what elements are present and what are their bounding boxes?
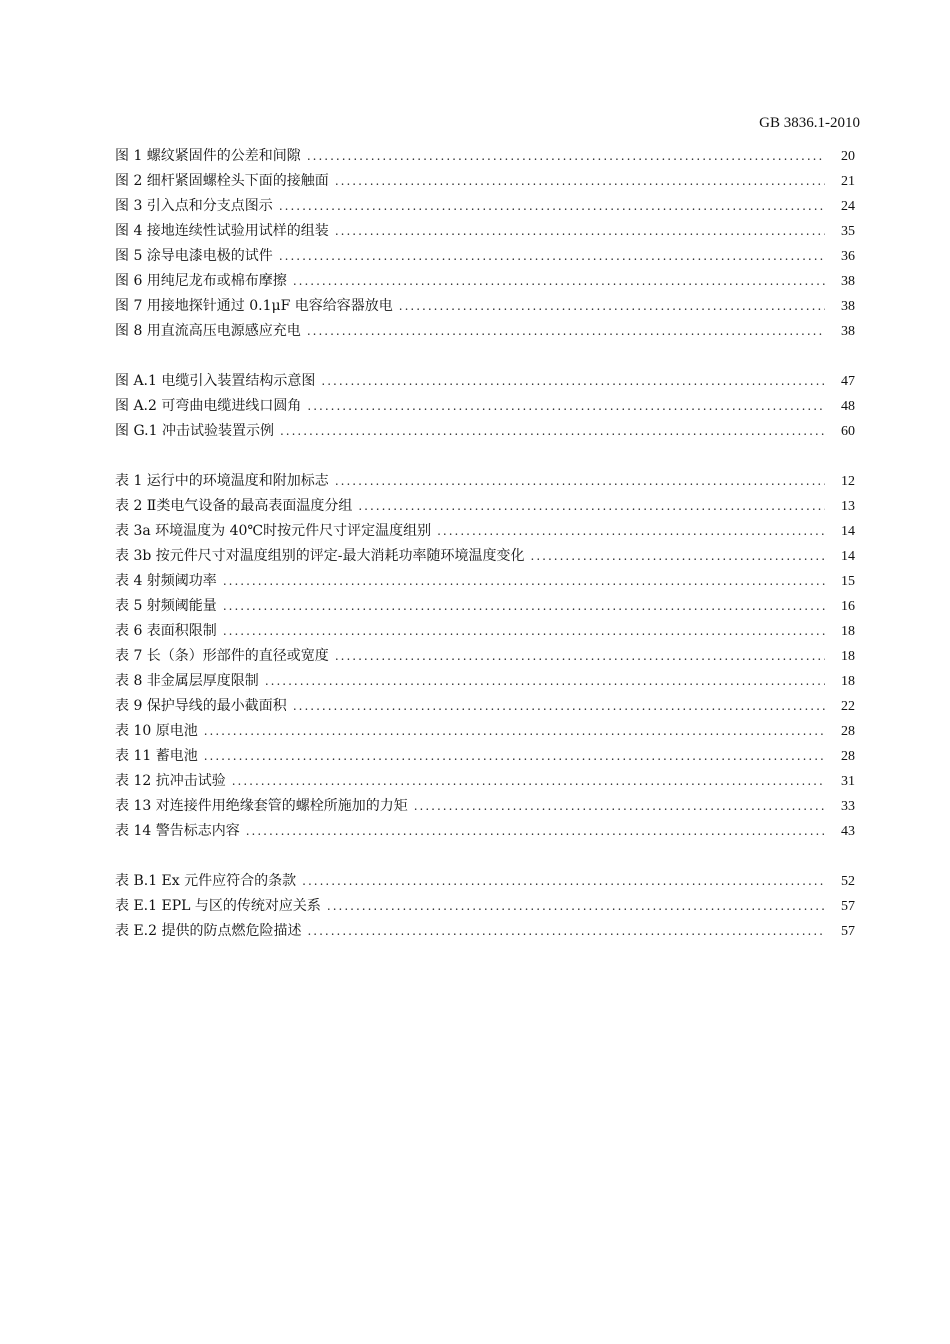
- toc-entry-label: 表 14 警告标志内容: [115, 823, 240, 839]
- toc-entry-label: 表 13 对连接件用绝缘套管的螺栓所施加的力矩: [115, 798, 408, 814]
- toc-dot-leader: [265, 669, 825, 694]
- toc-entry-label: 表 1 运行中的环境温度和附加标志: [115, 473, 329, 489]
- toc-entry[interactable]: [115, 519, 855, 544]
- toc-entry-label: 表 12 抗冲击试验: [115, 773, 226, 789]
- toc-entry[interactable]: [115, 369, 855, 394]
- toc-entry[interactable]: [115, 794, 855, 819]
- toc-entry[interactable]: [115, 569, 855, 594]
- toc-entry-label: 图 5 涂导电漆电极的试件: [115, 248, 273, 264]
- toc-entry-page-number: 31: [841, 774, 855, 789]
- toc-entry-label: 表 8 非金属层厚度限制: [115, 673, 259, 689]
- toc-entry-page-number: 36: [841, 249, 855, 264]
- toc-entry[interactable]: [115, 494, 855, 519]
- toc-dot-leader: [399, 294, 825, 319]
- toc-dot-leader: [335, 644, 825, 669]
- toc-entry[interactable]: [115, 619, 855, 644]
- toc-entry-page-number: 15: [841, 574, 855, 589]
- toc-entry-label: 表 9 保护导线的最小截面积: [115, 698, 287, 714]
- toc-entry-page-number: 38: [841, 299, 855, 314]
- toc-dot-leader: [279, 194, 825, 219]
- toc-entry-label: 图 1 螺纹紧固件的公差和间隙: [115, 148, 301, 164]
- toc-dot-leader: [293, 694, 825, 719]
- toc-entry[interactable]: [115, 469, 855, 494]
- toc-entry[interactable]: [115, 594, 855, 619]
- toc-entry-page-number: 28: [841, 749, 855, 764]
- toc-entry-page-number: 14: [841, 524, 855, 539]
- toc-dot-leader: [223, 569, 825, 594]
- toc-dot-leader: [223, 594, 825, 619]
- toc-dot-leader: [307, 919, 825, 944]
- toc-dot-leader: [414, 794, 825, 819]
- toc-entry-page-number: 60: [841, 424, 855, 439]
- toc-dot-leader: [279, 244, 825, 269]
- toc-entry-page-number: 28: [841, 724, 855, 739]
- toc-entry-page-number: 18: [841, 624, 855, 639]
- toc-entry-page-number: 33: [841, 799, 855, 814]
- toc-entry-label: 图 6 用纯尼龙布或棉布摩擦: [115, 273, 287, 289]
- toc-entry-page-number: 18: [841, 649, 855, 664]
- toc-entry[interactable]: [115, 894, 855, 919]
- toc-entry-page-number: 52: [841, 874, 855, 889]
- toc-entry[interactable]: [115, 244, 855, 269]
- toc-entry-label: 图 3 引入点和分支点图示: [115, 198, 273, 214]
- toc-dot-leader: [223, 619, 825, 644]
- toc-entry-page-number: 21: [841, 174, 855, 189]
- toc-entry-label: 表 3b 按元件尺寸对温度组别的评定-最大消耗功率随环境温度变化: [115, 548, 525, 564]
- toc-entry-label: 图 4 接地连续性试验用试样的组装: [115, 223, 329, 239]
- toc-dot-leader: [204, 719, 825, 744]
- toc-dot-leader: [204, 744, 825, 769]
- toc-entry[interactable]: [115, 394, 855, 419]
- toc-entry[interactable]: [115, 769, 855, 794]
- toc-entry-label: 表 3a 环境温度为 40℃时按元件尺寸评定温度组别: [115, 523, 432, 539]
- toc-group: [115, 369, 855, 444]
- toc-dot-leader: [327, 894, 825, 919]
- toc-entry-label: 表 E.1 EPL 与区的传统对应关系: [115, 898, 321, 914]
- toc-entry[interactable]: [115, 819, 855, 844]
- toc-entry-label: 表 E.2 提供的防点燃危险描述: [115, 923, 302, 939]
- toc-group: [115, 144, 855, 344]
- toc-entry-page-number: 57: [841, 924, 855, 939]
- toc-entry-label: 图 8 用直流高压电源感应充电: [115, 323, 301, 339]
- toc-entry[interactable]: [115, 669, 855, 694]
- toc-entry[interactable]: [115, 169, 855, 194]
- toc-entry[interactable]: [115, 719, 855, 744]
- toc-dot-leader: [307, 144, 825, 169]
- toc-entry-page-number: 43: [841, 824, 855, 839]
- toc-entry-label: 表 B.1 Ex 元件应符合的条款: [115, 873, 297, 889]
- toc-dot-leader: [246, 819, 825, 844]
- toc-entry-label: 表 5 射频阈能量: [115, 598, 217, 614]
- toc-entry-page-number: 22: [841, 699, 855, 714]
- toc-entry[interactable]: [115, 219, 855, 244]
- toc-entry-label: 图 A.1 电缆引入装置结构示意图: [115, 373, 316, 389]
- toc-entry-label: 表 2 Ⅱ类电气设备的最高表面温度分组: [115, 498, 353, 514]
- toc-entry-label: 表 11 蓄电池: [115, 748, 198, 764]
- toc-dot-leader: [307, 394, 825, 419]
- toc-group: [115, 469, 855, 844]
- toc-entry-page-number: 12: [841, 474, 855, 489]
- toc-entry[interactable]: [115, 544, 855, 569]
- toc-entry-label: 表 10 原电池: [115, 723, 198, 739]
- toc-entry[interactable]: [115, 644, 855, 669]
- toc-dot-leader: [335, 219, 825, 244]
- toc-entry-page-number: 48: [841, 399, 855, 414]
- toc-dot-leader: [302, 869, 825, 894]
- toc-entry-page-number: 20: [841, 149, 855, 164]
- toc-dot-leader: [437, 519, 825, 544]
- toc-entry[interactable]: [115, 419, 855, 444]
- toc-entry-page-number: 14: [841, 549, 855, 564]
- toc-entry-label: 表 7 长（条）形部件的直径或宽度: [115, 648, 329, 664]
- toc-group: [115, 869, 855, 944]
- toc-entry[interactable]: [115, 144, 855, 169]
- toc-entry-label: 图 G.1 冲击试验装置示例: [115, 423, 274, 439]
- toc-dot-leader: [321, 369, 825, 394]
- toc-entry-label: 图 A.2 可弯曲电缆进线口圆角: [115, 398, 302, 414]
- table-of-contents: [115, 144, 855, 969]
- toc-entry-page-number: 13: [841, 499, 855, 514]
- toc-dot-leader: [335, 469, 825, 494]
- toc-dot-leader: [293, 269, 825, 294]
- toc-entry-label: 表 6 表面积限制: [115, 623, 217, 639]
- toc-entry-label: 表 4 射频阈功率: [115, 573, 217, 589]
- toc-dot-leader: [358, 494, 825, 519]
- toc-entry[interactable]: [115, 294, 855, 319]
- toc-dot-leader: [307, 319, 825, 344]
- toc-dot-leader: [531, 544, 826, 569]
- toc-dot-leader: [280, 419, 825, 444]
- toc-entry-page-number: 35: [841, 224, 855, 239]
- toc-entry[interactable]: [115, 694, 855, 719]
- toc-entry-page-number: 47: [841, 374, 855, 389]
- toc-dot-leader: [335, 169, 825, 194]
- toc-entry[interactable]: [115, 869, 855, 894]
- toc-entry-page-number: 38: [841, 324, 855, 339]
- toc-dot-leader: [232, 769, 825, 794]
- toc-entry-page-number: 18: [841, 674, 855, 689]
- toc-entry-label: 图 7 用接地探针通过 0.1μF 电容给容器放电: [115, 298, 393, 314]
- document-code: GB 3836.1-2010: [759, 115, 860, 131]
- toc-entry-label: 图 2 细杆紧固螺栓头下面的接触面: [115, 173, 329, 189]
- toc-entry-page-number: 16: [841, 599, 855, 614]
- toc-entry-page-number: 24: [841, 199, 855, 214]
- toc-entry[interactable]: [115, 744, 855, 769]
- toc-entry[interactable]: [115, 919, 855, 944]
- toc-entry[interactable]: [115, 194, 855, 219]
- toc-entry-page-number: 57: [841, 899, 855, 914]
- toc-entry-page-number: 38: [841, 274, 855, 289]
- toc-entry[interactable]: [115, 319, 855, 344]
- toc-entry[interactable]: [115, 269, 855, 294]
